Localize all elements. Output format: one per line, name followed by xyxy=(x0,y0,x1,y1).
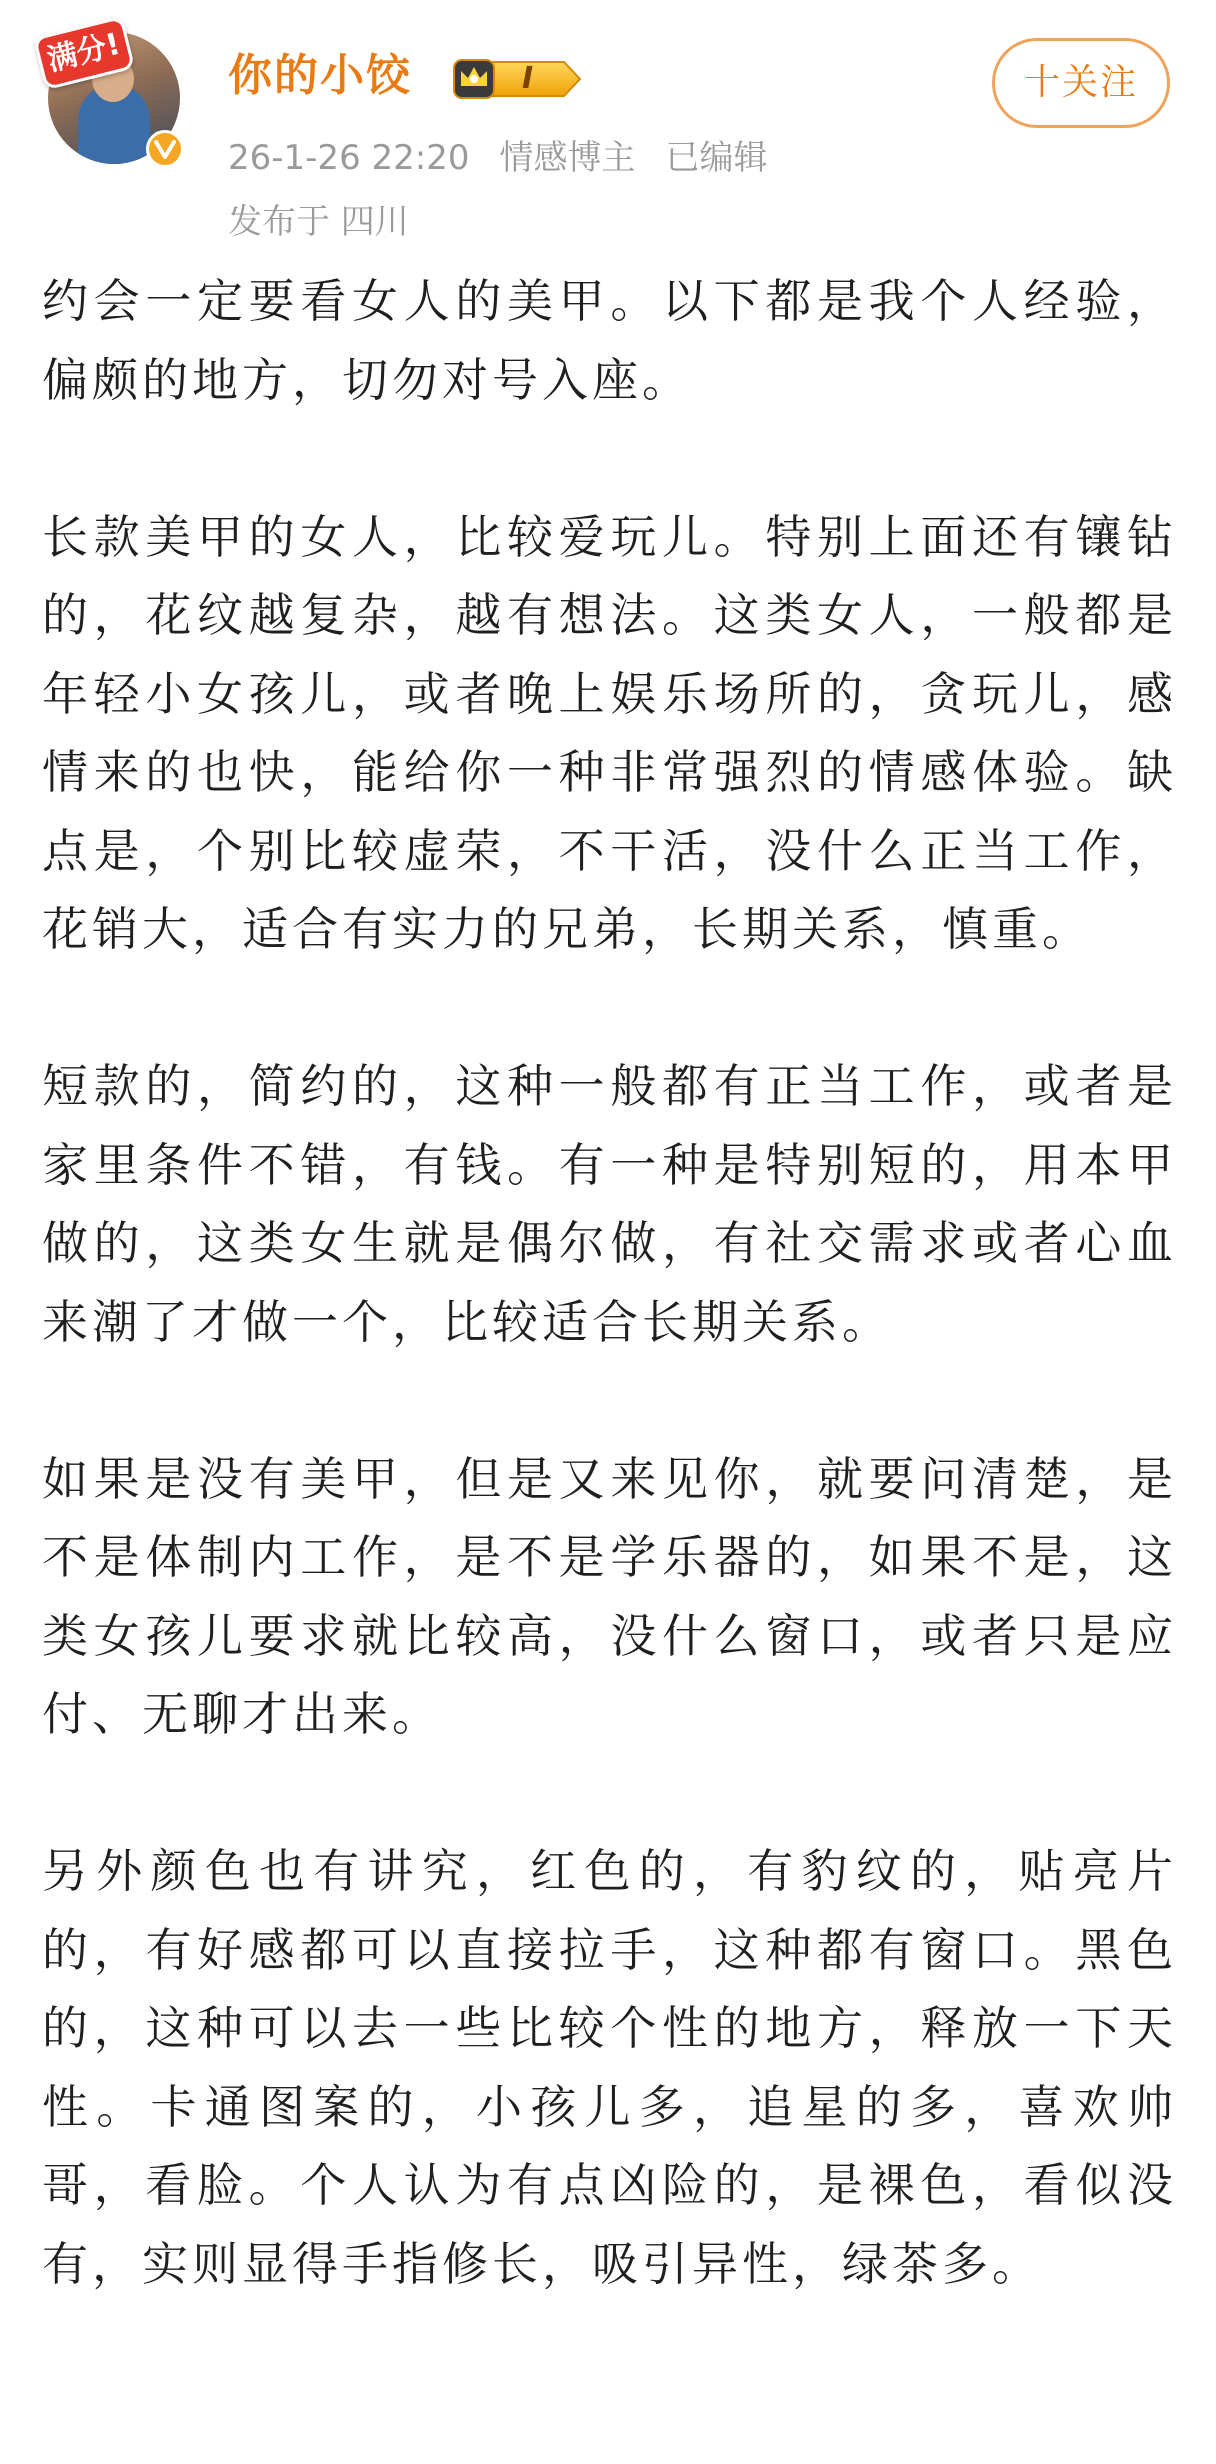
level-number: I xyxy=(522,61,534,96)
post-paragraph-3: 短款的，简约的，这种一般都有正当工作，或者是家里条件不错，有钱。有一种是特别短的，用本甲做的，这类女生就是偶尔做，有社交需求或者心血来潮了才做一个，比较适合长期关系。 xyxy=(42,1059,1177,1349)
crown-level-icon xyxy=(452,56,586,102)
avatar-sticker: 满分! xyxy=(33,16,135,91)
author-tag: 情感博主 xyxy=(499,138,636,178)
post-location: 发布于 四川 xyxy=(228,202,409,242)
username[interactable]: 你的小饺 xyxy=(228,50,412,101)
edited-label: 已编辑 xyxy=(665,138,768,178)
post-timestamp: 26-1-26 22:20 xyxy=(228,138,470,178)
post-header xyxy=(0,0,1216,240)
avatar[interactable] xyxy=(42,26,186,170)
level-badge[interactable] xyxy=(452,56,586,102)
post-paragraph-4: 如果是没有美甲，但是又来见你，就要问清楚，是不是体制内工作，是不是学乐器的，如果不是，这类女孩儿要求就比较高，没什么窗口，或者只是应付、无聊才出来。 xyxy=(42,1451,1177,1741)
post-paragraph-1: 约会一定要看女人的美甲。以下都是我个人经验，偏颇的地方，切勿对号入座。 xyxy=(42,274,1177,407)
verified-v-icon xyxy=(146,130,184,168)
post-body xyxy=(42,262,1177,2303)
post-paragraph-5: 另外颜色也有讲究，红色的，有豹纹的，贴亮片的，有好感都可以直接拉手，这种都有窗口。黑色的，这种可以去一些比较个性的地方，释放一下天性。卡通图案的，小孩儿多，追星的多，喜欢帅哥，看脸。个人认为有点凶险的，是裸色，看似没有，实则显得手指修长，吸引异性，绿茶多。 xyxy=(42,1844,1177,2291)
post-meta xyxy=(228,134,798,182)
post-paragraph-2: 长款美甲的女人，比较爱玩儿。特别上面还有镶钻的，花纹越复杂，越有想法。这类女人，一般都是年轻小女孩儿，或者晚上娱乐场所的，贪玩儿，感情来的也快，能给你一种非常强烈的情感体验。缺点是，个别比较虚荣，不干活，没什么正当工作，花销大，适合有实力的兄弟，长期关系，慎重。 xyxy=(42,509,1177,956)
follow-button[interactable]: 十关注 xyxy=(992,38,1170,128)
